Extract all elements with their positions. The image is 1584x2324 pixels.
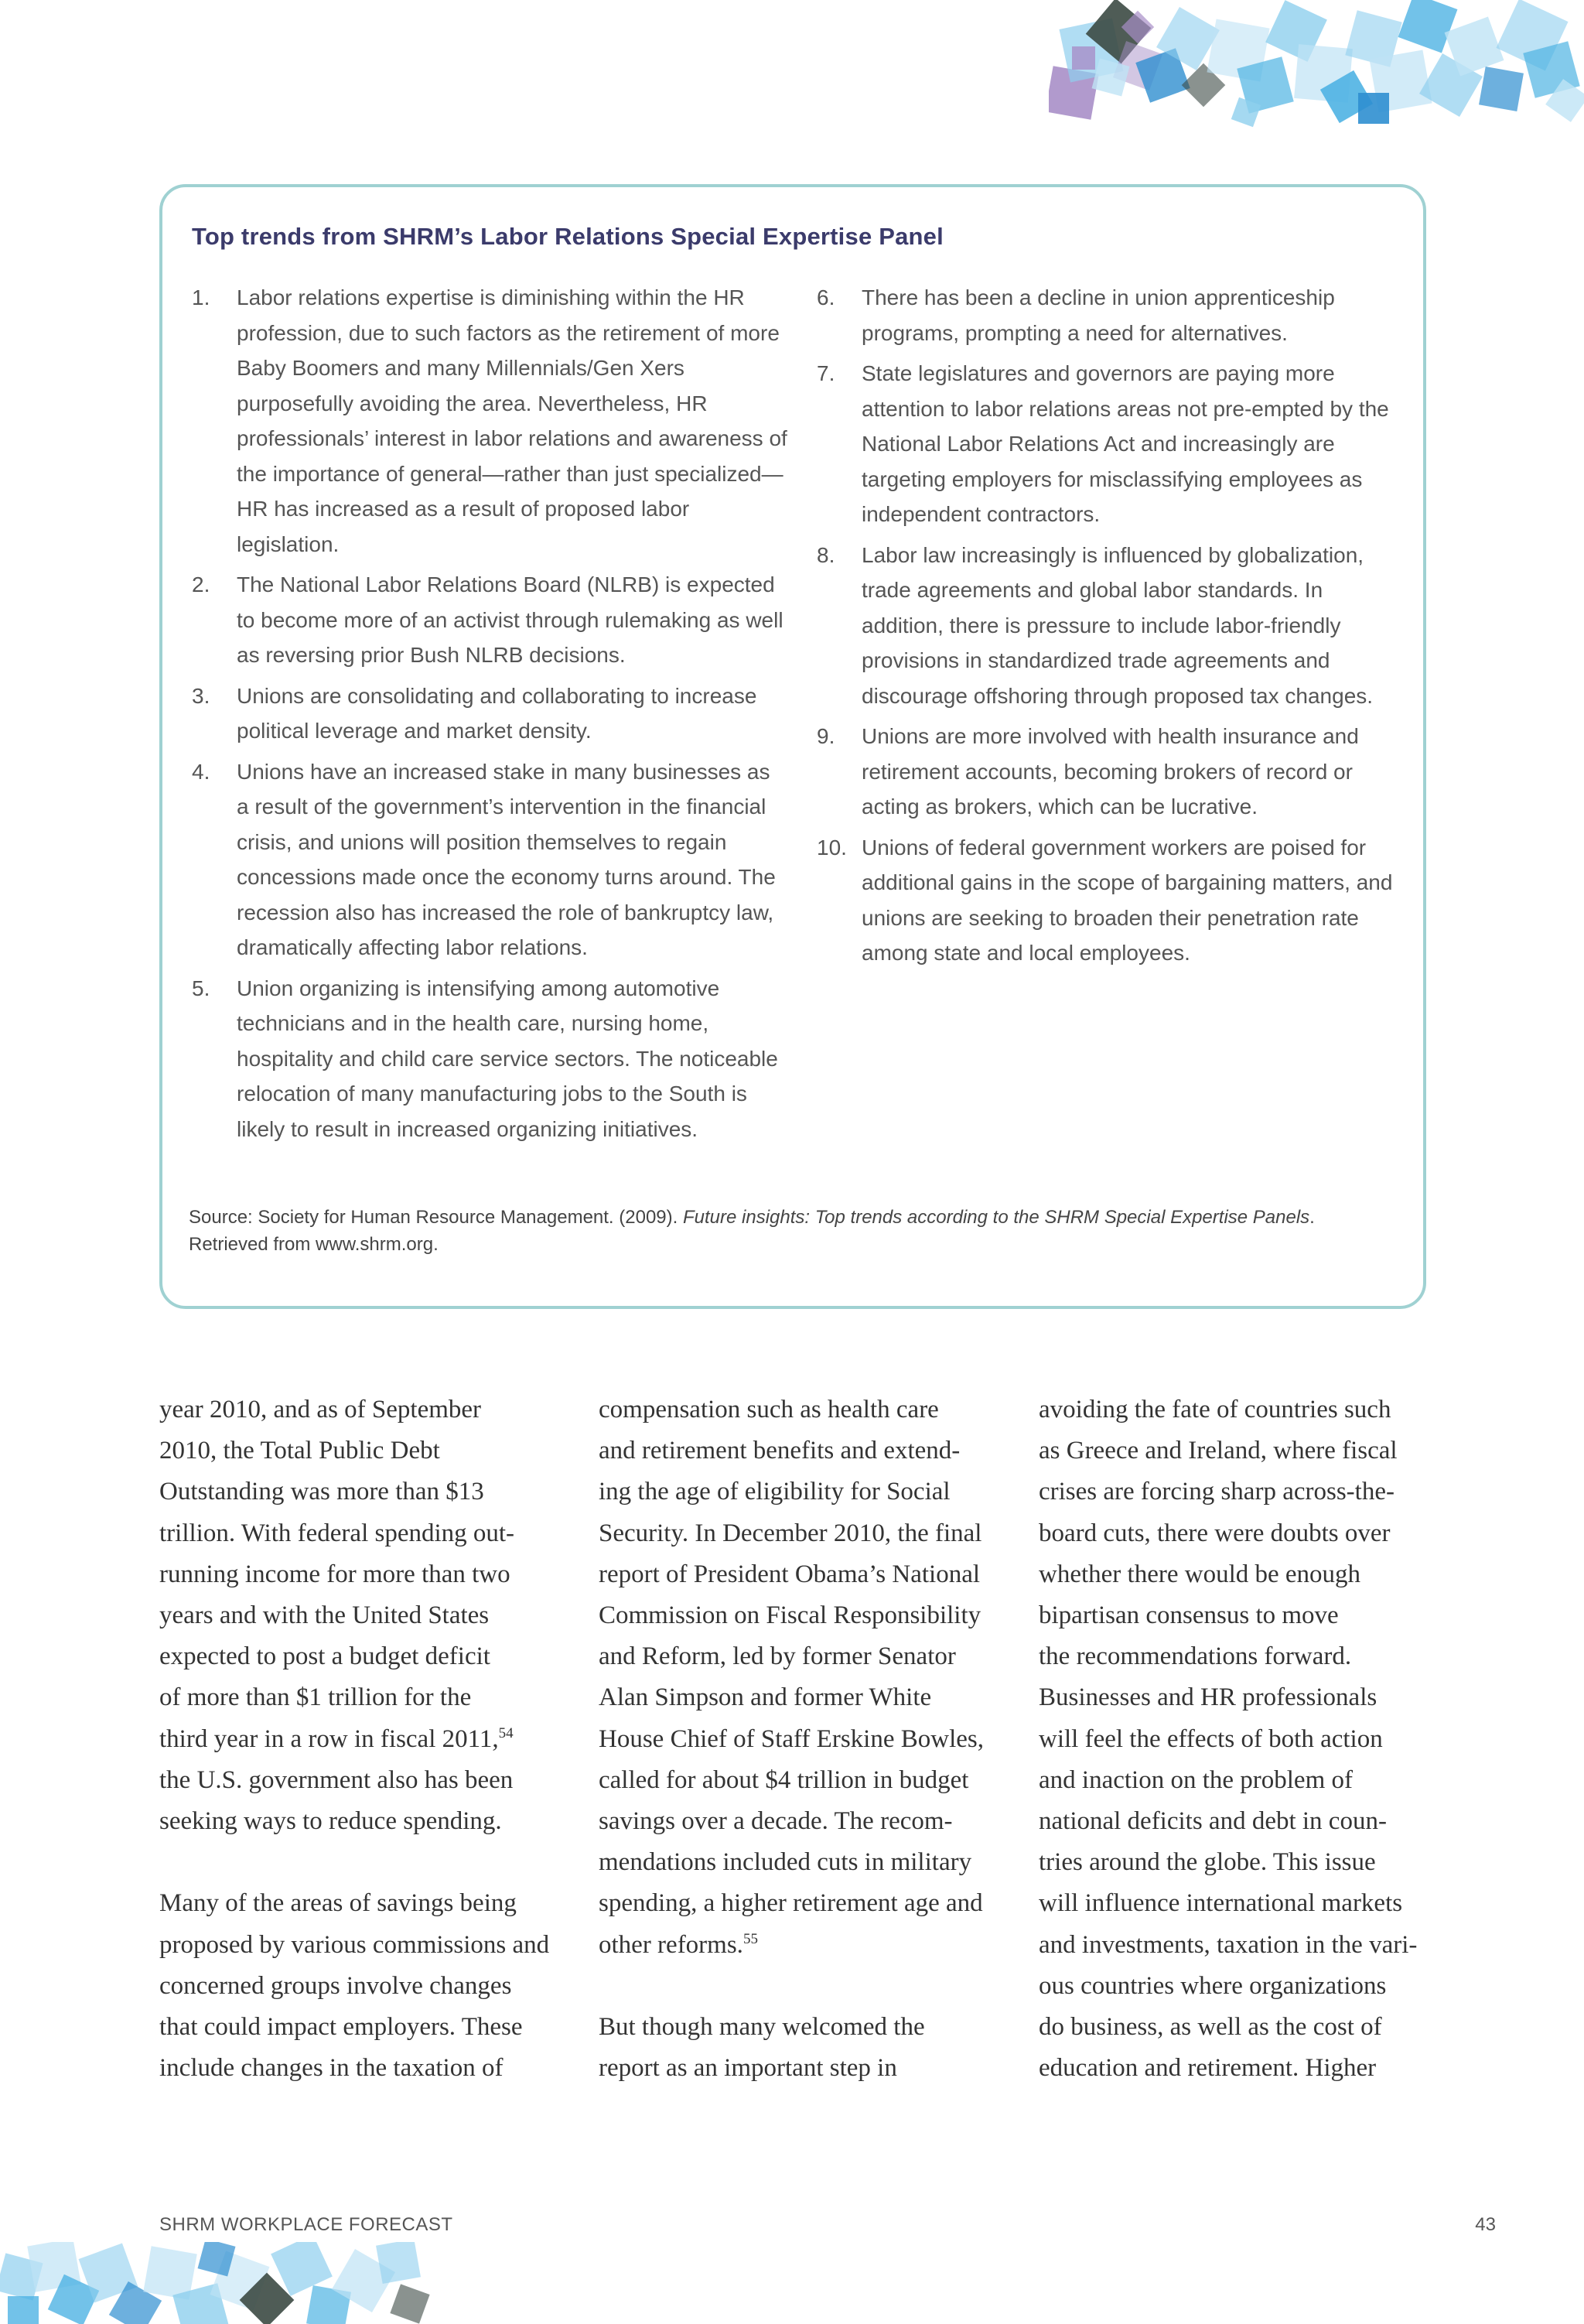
text-line: Alan Simpson and former White <box>599 1683 932 1712</box>
panel-left-column <box>192 280 787 1152</box>
text-line: and investments, taxation in the vari- <box>1039 1930 1418 1959</box>
text-line: years and with the United States <box>159 1601 490 1630</box>
text-line: Businesses and HR professionals <box>1039 1683 1377 1712</box>
text-line: Many of the areas of savings being <box>159 1889 517 1918</box>
mosaic-tile <box>376 2242 421 2284</box>
text-line: called for about $4 trillion in budget <box>599 1765 969 1794</box>
trend-item <box>192 280 787 562</box>
text-line: and retirement benefits and extend- <box>599 1437 961 1465</box>
trend-number: 8. <box>817 542 835 567</box>
footnote-reference: 54 <box>498 1724 514 1741</box>
text-line: seeking ways to reduce spending. <box>159 1807 502 1836</box>
text-line: as Greece and Ireland, where fiscal <box>1039 1437 1398 1465</box>
text-line: proposed by various commissions and <box>159 1930 550 1959</box>
trend-number: 1. <box>192 285 210 309</box>
trend-text: Labor law increasingly is influenced by globalization, trade agreements and global labor standards. In addition, there is pressure to include labor-friendly provisions in standardized trade agreements and discourage offshoring through proposed tax changes. <box>862 542 1374 708</box>
text-line: crises are forcing sharp across-the- <box>1039 1478 1395 1506</box>
trend-item <box>817 280 1405 350</box>
text-line: third year in a row in fiscal 2011,54 <box>159 1724 514 1753</box>
paragraph <box>159 1883 569 2089</box>
trend-text: Unions are consolidating and collaborating to increase political leverage and market density. <box>237 683 757 743</box>
text-line: include changes in the taxation of <box>159 2054 504 2083</box>
text-line: House Chief of Staff Erskine Bowles, <box>599 1724 984 1753</box>
trend-item <box>817 830 1405 971</box>
text-line: Security. In December 2010, the final <box>599 1519 982 1547</box>
footnote-reference: 55 <box>742 1930 758 1947</box>
text-line: savings over a decade. The recom- <box>599 1807 953 1836</box>
mosaic-tile <box>390 2284 429 2323</box>
text-line: spending, a higher retirement age and <box>599 1889 983 1918</box>
text-line: and Reform, led by former Senator <box>599 1642 956 1671</box>
text-line: compensation such as health care <box>599 1396 939 1423</box>
text-line: will feel the effects of both action <box>1039 1724 1383 1753</box>
trend-item <box>817 719 1405 825</box>
mosaic-tile <box>1358 93 1389 124</box>
text-line: 2010, the Total Public Debt <box>159 1437 440 1465</box>
trends-panel <box>159 184 1426 1309</box>
trend-item <box>817 538 1405 714</box>
text-line: of more than $1 trillion for the <box>159 1683 472 1712</box>
trend-item <box>192 678 787 749</box>
publication-name: SHRM WORKPLACE FORECAST <box>159 2214 453 2235</box>
paragraph <box>1039 1389 1449 2089</box>
trend-text: There has been a decline in union apprenticeship programs, prompting a need for alternatives. <box>862 285 1335 345</box>
body-column-3 <box>1039 1389 1449 2089</box>
text-line: board cuts, there were doubts over <box>1039 1519 1391 1547</box>
text-line: and inaction on the problem of <box>1039 1765 1353 1794</box>
panel-right-column <box>817 280 1405 976</box>
panel-title: Top trends from SHRM’s Labor Relations Special Expertise Panel <box>192 223 944 250</box>
trend-number: 4. <box>192 759 210 784</box>
text-line: that could impact employers. These <box>159 2013 523 2042</box>
text-line: mendations included cuts in military <box>599 1848 972 1877</box>
paragraph <box>599 2007 1009 2089</box>
text-line: ous countries where organizations <box>1039 1971 1387 2000</box>
trend-text: Unions are more involved with health insurance and retirement accounts, becoming brokers of record or acting as brokers, which can be lucrative. <box>862 724 1359 819</box>
text-line: trillion. With federal spending out- <box>159 1519 515 1547</box>
text-line: the recommendations forward. <box>1039 1642 1352 1671</box>
text-line: Outstanding was more than $13 <box>159 1478 484 1506</box>
paragraph <box>159 1389 569 1842</box>
trend-number: 5. <box>192 976 210 1000</box>
text-line: national deficits and debt in coun- <box>1039 1807 1387 1836</box>
text-line: report as an important step in <box>599 2054 897 2083</box>
trend-item <box>192 567 787 673</box>
mosaic-tile <box>8 2296 39 2324</box>
text-line: other reforms.$^{55}$ <box>599 1930 758 1959</box>
trend-text: State legislatures and governors are paying more attention to labor relations areas not pre-empted by the National Labor Relations Act and increasingly are targeting employers for misclassifying employees as independent contractors. <box>862 361 1389 526</box>
trend-text: Unions of federal government workers are poised for additional gains in the scope of bargaining matters, and unions are seeking to broaden their penetration rate among state and local employees. <box>862 835 1393 965</box>
mosaic-tile <box>1072 46 1095 70</box>
text-line: the U.S. government also has been <box>159 1765 514 1794</box>
trend-text: Unions have an increased stake in many businesses as a result of the government’s intervention in the financial crisis, and unions will position themselves to regain concessions made once the economy turns around. The recession also has increased the role of bankruptcy law, dramatically affecting labor relations. <box>237 759 776 959</box>
trend-number: 7. <box>817 361 835 385</box>
body-column-2 <box>599 1389 1009 2089</box>
trend-number: 10. <box>817 835 847 860</box>
trend-item <box>192 971 787 1147</box>
trend-number: 6. <box>817 285 835 309</box>
text-line: concerned groups involve changes <box>159 1971 512 2000</box>
text-line: year 2010, and as of September <box>159 1396 482 1423</box>
trend-number: 9. <box>817 724 835 748</box>
text-line: expected to post a budget deficit <box>159 1642 490 1671</box>
body-column-1 <box>159 1389 569 2089</box>
decorative-mosaic-bottom <box>0 2242 433 2324</box>
text-line: report of President Obama’s National <box>599 1560 981 1588</box>
text-line: education and retirement. Higher <box>1039 2054 1377 2083</box>
text-line: whether there would be enough <box>1039 1560 1361 1588</box>
panel-source-citation <box>189 1204 1395 1258</box>
text-line: avoiding the fate of countries such <box>1039 1396 1391 1423</box>
trend-text: Labor relations expertise is diminishing within the HR profession, due to such factors as the retirement of more Baby Boomers and many Millennials/Gen Xers purposefully avoiding the area. Nevertheless, HR professionals’ interest in labor relations and awareness of the importance of general—rather than just specialized—HR has increased as a result of proposed labor legislation. <box>237 285 787 556</box>
mosaic-tile <box>1479 67 1524 111</box>
text-line: will influence international markets <box>1039 1889 1403 1918</box>
page-number: 43 <box>1475 2214 1496 2235</box>
text-line: do business, as well as the cost of <box>1039 2013 1382 2042</box>
source-prefix: Source: Society for Human Resource Management. (2009). <box>189 1207 683 1228</box>
paragraph <box>599 1389 1009 1966</box>
source-title: Future insights: Top trends according to the SHRM Special Expertise Panels <box>682 1207 1310 1228</box>
text-line: Commission on Fiscal Responsibility <box>599 1601 981 1630</box>
trend-number: 3. <box>192 683 210 708</box>
text-line: tries around the globe. This issue <box>1039 1848 1376 1877</box>
text-line: But though many welcomed the <box>599 2013 925 2042</box>
trend-number: 2. <box>192 572 210 596</box>
text-line: bipartisan consensus to move <box>1039 1601 1339 1630</box>
text-line: ing the age of eligibility for Social <box>599 1478 951 1506</box>
source-suffix: . Retrieved from www.shrm.org. <box>189 1207 1315 1255</box>
decorative-mosaic-top <box>1049 0 1584 132</box>
trend-text: Union organizing is intensifying among automotive technicians and in the health care, nursing home, hospitality and child care service sectors. The noticeable relocation of many manufacturing jobs to the South is likely to result in increased organizing initiatives. <box>237 976 778 1141</box>
text-line: running income for more than two <box>159 1560 510 1588</box>
trend-text: The National Labor Relations Board (NLRB) is expected to become more of an activist through rulemaking as well as reversing prior Bush NLRB decisions. <box>237 572 783 667</box>
trend-item <box>817 356 1405 532</box>
trend-item <box>192 754 787 965</box>
